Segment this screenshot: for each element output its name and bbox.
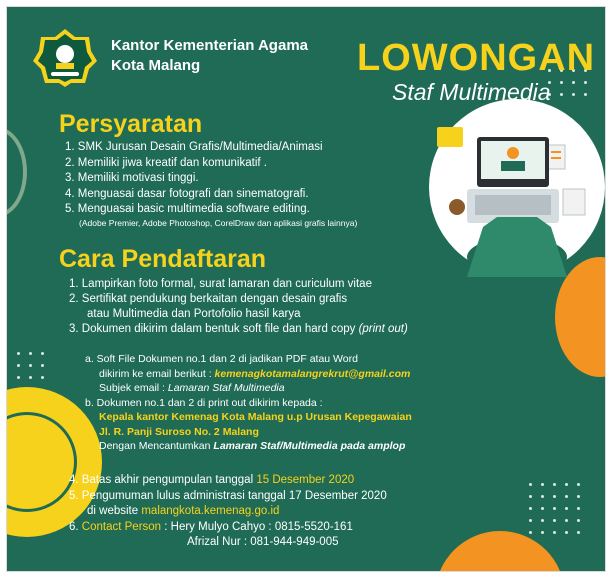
email-label: dikirim ke email berikut : [99, 367, 215, 380]
list-item [69, 473, 387, 489]
registration-title: Cara Pendaftaran [59, 245, 267, 273]
list-item [69, 504, 387, 520]
decorative-orange-circle-bottom [435, 531, 565, 572]
workspace-illustration [427, 97, 606, 277]
item-6-number: 6. [69, 520, 82, 533]
deadline-date: 15 Desember 2020 [256, 474, 355, 486]
requirements-title: Persyaratan [59, 110, 203, 138]
headline: LOWONGAN [357, 37, 596, 79]
decorative-dots [17, 352, 44, 379]
list-item [85, 381, 412, 396]
kemenag-logo-icon [31, 27, 99, 87]
deadline-contact-list [69, 473, 387, 551]
list-item [69, 520, 387, 536]
list-item: a. Soft File Dokumen no.1 dan 2 di jadikan PDF atau Word [85, 353, 358, 365]
org-name-line-2: Kota Malang [111, 57, 201, 74]
list-item [85, 439, 412, 454]
email-address: kemenagkotamalangrekrut@gmail.com [214, 367, 411, 380]
list-item [85, 367, 412, 382]
org-name-line-1: Kantor Kementerian Agama [111, 37, 308, 54]
poster [6, 6, 606, 572]
list-item: 1. SMK Jurusan Desain Grafis/Multimedia/Animasi [65, 141, 323, 153]
website-label: di website [87, 505, 142, 517]
item-3-text: 3. Dokumen dikirim dalam bentuk soft file dan hard copy [69, 323, 359, 335]
subheadline: Staf Multimedia [392, 79, 551, 105]
envelope-label: Dengan Mencantumkan [99, 440, 214, 452]
subject-label: Subjek email : [99, 382, 168, 394]
sub-instructions-list [85, 352, 412, 454]
software-note: (Adobe Premier, Adobe Photoshop, CorelDraw dan aplikasi grafis lainnya) [79, 218, 358, 228]
recipient-line: Kepala kantor Kemenag Kota Malang u.p Urusan Kepegawaian [99, 411, 412, 423]
list-item: 1. Lampirkan foto formal, surat lamaran dan curiculum vitae [69, 278, 372, 290]
item-3-italic: (print out) [358, 323, 408, 335]
contact-person-label: Contact Person [81, 520, 162, 533]
decorative-dots [529, 483, 580, 534]
address-line: Jl. R. Panji Suroso No. 2 Malang [99, 425, 259, 438]
deadline-label: 4. Batas akhir pengumpulan tanggal [69, 474, 257, 486]
list-item [69, 322, 408, 337]
list-item: 3. Memiliki motivasi tinggi. [65, 172, 199, 184]
envelope-text: Lamaran Staf/Multimedia pada amplop [213, 440, 406, 452]
list-item: b. Dokumen no.1 dan 2 di print out dikirim kepada : [85, 396, 323, 409]
registration-list [69, 277, 408, 337]
list-item: atau Multimedia dan Portofolio hasil karya [87, 308, 301, 320]
list-item: Afrizal Nur : 081-944-949-005 [187, 536, 339, 548]
requirements-list [65, 140, 323, 218]
list-item: 4. Menguasai dasar fotografi dan sinematografi. [65, 187, 309, 200]
email-subject: Lamaran Staf Multimedia [167, 382, 285, 394]
website-url: malangkota.kemenag.go.id [141, 505, 280, 517]
list-item: 2. Memiliki jiwa kreatif dan komunikatif . [65, 156, 267, 169]
decorative-arc [6, 127, 27, 217]
contact-1: : Hery Mulyo Cahyo : 0815-5520-161 [161, 520, 353, 533]
list-item: 5. Menguasai basic multimedia software editing. [65, 203, 310, 215]
list-item: 2. Sertifikat pendukung berkaitan dengan desain grafis [69, 293, 348, 305]
list-item: 5. Pengumuman lulus administrasi tanggal 17 Desember 2020 [69, 489, 387, 502]
